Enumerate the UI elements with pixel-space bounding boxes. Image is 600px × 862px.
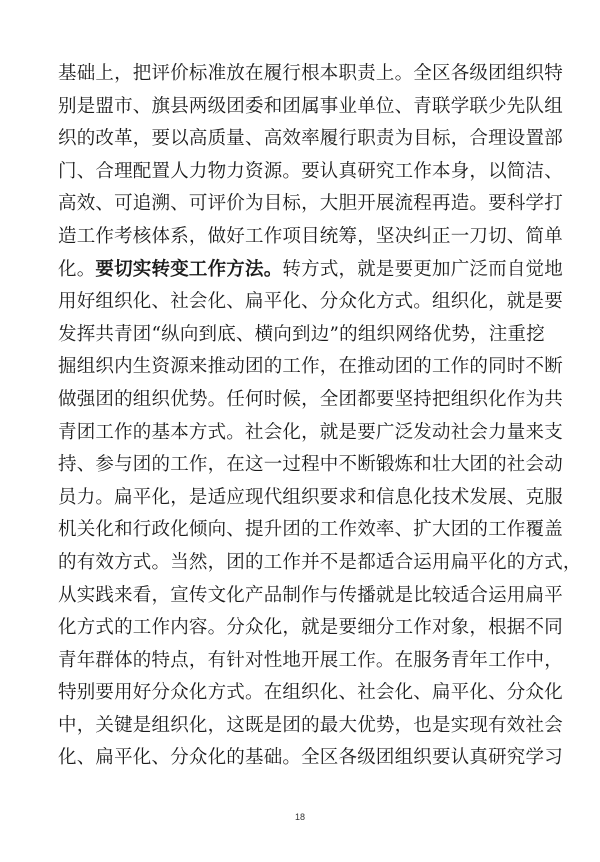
text-segment: 造工作考核体系，做好工作项目统筹，坚决纠正一刀切、简单 <box>58 225 563 247</box>
text-segment: 特别要用好分众化方式。在组织化、社会化、扁平化、分众化 <box>58 682 563 704</box>
text-segment: 中，关键是组织化，这既是团的最大优势，也是实现有效社会 <box>58 714 563 736</box>
text-line <box>58 286 563 319</box>
text-line <box>58 677 563 710</box>
text-segment: 青团工作的基本方式。社会化，就是要广泛发动社会力量来支 <box>58 421 563 443</box>
text-line <box>58 612 563 645</box>
text-line <box>58 514 563 547</box>
text-segment: 掘组织内生资源来推动团的工作，在推动团的工作的同时不断 <box>58 356 563 378</box>
body-text <box>58 58 582 775</box>
text-segment: 别是盟市、旗县两级团委和团属事业单位、青联学联少先队组 <box>58 95 563 117</box>
page-number: 18 <box>294 812 305 822</box>
text-segment: 织的改革，要以高质量、高效率履行职责为目标，合理设置部 <box>58 128 563 150</box>
text-segment: 化、扁平化、分众化的基础。全区各级团组织要认真研究学习 <box>58 747 563 769</box>
text-line <box>58 188 563 221</box>
text-segment: 的有效方式。当然，团的工作并不是都适合运用扁平化的方式， <box>58 551 582 573</box>
text-line <box>58 417 563 450</box>
text-line <box>58 580 563 613</box>
text-segment: 从实践来看，宣传文化产品制作与传播就是比较适合运用扁平 <box>58 584 563 606</box>
text-segment: 化方式的工作内容。分众化，就是要细分工作对象，根据不同 <box>58 617 563 639</box>
text-line <box>58 221 563 254</box>
text-line <box>58 58 563 91</box>
text-segment: 门、合理配置人力物力资源。要认真研究工作本身，以简洁、 <box>58 160 563 182</box>
text-line <box>58 645 563 678</box>
text-line <box>58 319 545 352</box>
text-segment: 机关化和行政化倾向、提升团的工作效率、扩大团的工作覆盖 <box>58 519 563 541</box>
bold-heading-phrase: 要切实转变工作方法。 <box>95 258 283 280</box>
text-line <box>58 449 563 482</box>
text-segment: 基础上，把评价标准放在履行根本职责上。全区各级团组织特 <box>58 63 563 84</box>
text-segment: 青年群体的特点，有针对性地开展工作。在服务青年工作中， <box>58 649 563 671</box>
text-line <box>58 742 563 775</box>
text-line <box>58 547 582 580</box>
text-line <box>58 254 563 287</box>
text-line <box>58 482 563 515</box>
text-line <box>58 351 563 384</box>
text-line <box>58 156 563 189</box>
text-segment: 做强团的组织优势。任何时候，全团都要坚持把组织化作为共 <box>58 388 563 410</box>
text-segment: 持、参与团的工作，在这一过程中不断锻炼和壮大团的社会动 <box>58 454 563 476</box>
text-segment: 员力。扁平化，是适应现代组织要求和信息化技术发展、克服 <box>58 486 563 508</box>
text-line <box>58 384 563 417</box>
text-segment: 发挥共青团“纵向到底、横向到边”的组织网络优势，注重挖 <box>58 323 545 345</box>
text-line <box>58 710 563 743</box>
text-segment: 化。 <box>58 258 96 280</box>
text-segment: 转方式，就是要更加广泛而自觉地 <box>282 258 563 280</box>
text-line <box>58 123 563 156</box>
text-segment: 用好组织化、社会化、扁平化、分众化方式。组织化，就是要 <box>58 291 563 313</box>
text-line <box>58 91 563 124</box>
text-segment: 高效、可追溯、可评价为目标，大胆开展流程再造。要科学打 <box>58 193 563 215</box>
